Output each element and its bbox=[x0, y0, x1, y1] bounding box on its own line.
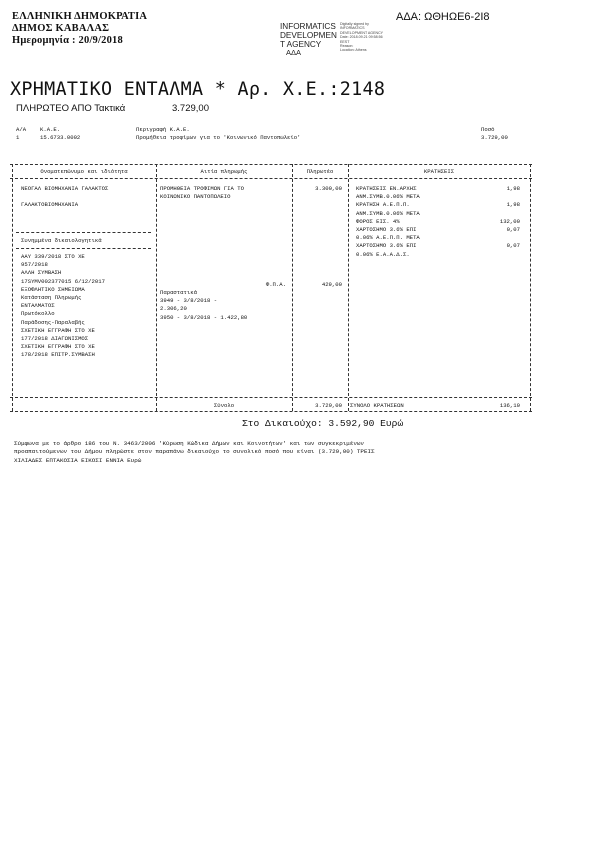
deduction-label: ΚΡΑΤΗΣΗ Α.Ε.Π.Π. bbox=[356, 201, 410, 209]
cause-line: ΚΟΙΝΩΝΙΚΟ ΠΑΝΤΟΠΩΛΕΙΟ bbox=[160, 193, 231, 201]
docs-divider-top bbox=[16, 232, 151, 233]
deduction-amount: 0,07 bbox=[506, 225, 520, 233]
issuer-line-2: ΔΗΜΟΣ ΚΑΒΑΛΑΣ bbox=[12, 23, 110, 34]
docs-list bbox=[21, 253, 105, 359]
signature-line-2: INFORMATICS bbox=[340, 26, 365, 31]
invoice-line: Παραστατικά bbox=[160, 289, 197, 296]
col-header-beneficiary: Ονοματεπώνυμο και ιδιότητα bbox=[40, 168, 128, 175]
cause-cell bbox=[160, 185, 244, 201]
invoice-line: 2.306,20 bbox=[160, 305, 187, 313]
deduction-label: ΑΝΜ.ΣΥΜΒ.0.06% ΜΕΤΑ bbox=[356, 193, 420, 201]
beneficiary-line bbox=[21, 193, 108, 201]
deduction-row bbox=[356, 218, 520, 226]
sum-amount: 3.729,00 bbox=[315, 402, 342, 409]
fpa-label: Φ.Π.Α. bbox=[265, 281, 286, 288]
legal-line: Σύμφωνα με το άρθρο 186 του Ν. 3463/2006 'Κύρωση Κώδικα Δήμων και Κοινοτήτων' και των συγκεκριμένων bbox=[14, 440, 364, 447]
deduction-amount: 132,00 bbox=[499, 217, 520, 225]
kae-row-amount: 3.729,00 bbox=[481, 134, 508, 141]
table-rule-header bbox=[10, 178, 532, 179]
col-header-amount: Πληρωτέο bbox=[306, 168, 334, 175]
payable-amount: 3.300,00 bbox=[315, 185, 342, 192]
beneficiary-line: ΝΕΟΓΑΛ ΒΙΟΜΗΧΑΝΙΑ ΓΑΛΑΚΤΟΣ bbox=[21, 185, 109, 192]
deduction-row bbox=[356, 234, 520, 242]
table-col-divider-3 bbox=[348, 164, 349, 411]
issuer-line-1: ΕΛΛΗΝΙΚΗ ΔΗΜΟΚΡΑΤΙΑ bbox=[12, 11, 148, 22]
deduction-label: 0.06% Α.Ε.Π.Π. ΜΕΤΑ bbox=[356, 234, 420, 242]
deduction-row bbox=[356, 201, 520, 209]
invoices-cell bbox=[160, 289, 247, 322]
deduction-label: ΚΡΑΤΗΣΕΙΣ ΕΝ.ΑΡΧΗΣ bbox=[356, 185, 417, 192]
kae-row-aa: 1 bbox=[16, 134, 20, 141]
payable-from-label: ΠΛΗΡΩΤΕΟ ΑΠΟ Τακτικά bbox=[16, 103, 126, 114]
cause-line: ΠΡΟΜΗΘΕΙΑ ΤΡΟΦΙΜΩΝ ΓΙΑ ΤΟ bbox=[160, 185, 244, 192]
signature-line-7: Location: Athens bbox=[340, 48, 367, 53]
table-rule-body-end bbox=[10, 397, 532, 398]
deduction-row bbox=[356, 210, 520, 218]
signature-line-1: Digitally signed by bbox=[340, 22, 369, 26]
doc-line: 177/2018 ΔΙΑΓΩΝΙΣΜΟΣ bbox=[21, 334, 89, 342]
table-border-right bbox=[530, 164, 531, 411]
doc-line: ΑΛΛΗ ΣΥΜΒΑΣΗ bbox=[21, 269, 62, 277]
payable-from-amount: 3.729,00 bbox=[172, 103, 209, 114]
deduction-amount: 1,98 bbox=[506, 185, 520, 192]
doc-line: Κατάσταση Πληρωμής bbox=[21, 293, 82, 301]
kae-row-desc: Προμήθεια τροφίμων για το 'Κοινωνικό Παντοπωλείο' bbox=[136, 134, 301, 141]
deductions-list bbox=[356, 185, 520, 259]
doc-line: Πρωτόκολλο bbox=[21, 310, 55, 318]
deduction-row bbox=[356, 242, 520, 250]
doc-line: ΣΧΕΤΙΚΗ ΕΓΓΡΑΦΗ ΣΤΟ ΧΕ bbox=[21, 343, 95, 351]
kae-header-code: Κ.Α.Ε. bbox=[40, 126, 61, 133]
docs-divider-bottom bbox=[16, 248, 151, 249]
doc-line: 178/2018 ΕΠΙΤΡ.ΣΥΜΒΑΣΗ bbox=[21, 351, 95, 359]
deduction-label: ΧΑΡΤΟΣΗΜΟ 3.6% ΕΠΙ bbox=[356, 242, 417, 250]
logo-line-2: DEVELOPMEN bbox=[280, 31, 337, 41]
kae-header-aa: Α/Α bbox=[16, 126, 27, 133]
docs-title: Συνημμένα δικαιολογητικά bbox=[21, 237, 102, 244]
deduction-label: 0.06% Ε.Α.Α.Δ.Σ. bbox=[356, 250, 410, 258]
signature-line-5: EEST bbox=[340, 39, 350, 44]
doc-line: ΑΑΥ 339/2018 ΣΤΟ ΧΕ bbox=[21, 253, 85, 260]
doc-line: ΕΞΟΦΛΗΤΙΚΟ ΣΗΜΕΙΩΜΑ bbox=[21, 285, 85, 293]
deduction-row bbox=[356, 185, 520, 193]
deduction-amount: 1,98 bbox=[506, 201, 520, 209]
deduction-row bbox=[356, 193, 520, 201]
kae-header-amount: Ποσό bbox=[481, 126, 495, 133]
signature-line-3: DEVELOPMENT AGENCY bbox=[340, 30, 384, 35]
page-title: ΧΡΗΜΑΤΙΚΟ ΕΝΤΑΛΜΑ * Αρ. Χ.Ε.:2148 bbox=[10, 79, 386, 100]
legal-line: προαπαιτούμενων του Δήμου πληρώστε στον παραπάνω δικαιούχο το συνολικό ποσό που είναι (3.729,00) ΤΡΕΙΣ bbox=[14, 448, 375, 456]
deduction-row bbox=[356, 251, 520, 259]
net-to-beneficiary: Στο Δικαιούχο: 3.592,90 Ευρώ bbox=[242, 418, 404, 429]
doc-line: Παράδοσης-Παραλαβής bbox=[21, 318, 85, 326]
beneficiary-cell bbox=[21, 185, 108, 210]
table-rule-bottom bbox=[10, 411, 532, 412]
signature-line-6: Reason: bbox=[340, 44, 354, 49]
ada-code: ΑΔΑ: ΩΘΗΩΕ6-2Ι8 bbox=[396, 11, 490, 23]
deductions-total-amount: 136,10 bbox=[499, 402, 520, 409]
fpa-amount: 429,00 bbox=[321, 281, 342, 288]
table-rule-top bbox=[10, 164, 532, 165]
kae-row-code: 15.6733.0002 bbox=[40, 134, 81, 141]
doc-line: ΣΧΕΤΙΚΗ ΕΓΓΡΑΦΗ ΣΤΟ ΧΕ bbox=[21, 326, 95, 334]
invoice-line: 3949 - 3/8/2018 - bbox=[160, 297, 218, 305]
doc-line: ΕΝΤΑΛΜΑΤΟΣ bbox=[21, 302, 55, 310]
deduction-label: ΦΟΡΟΣ ΕΙΣ. 4% bbox=[356, 217, 400, 225]
col-header-cause: Αιτία πληρωμής bbox=[200, 168, 248, 175]
legal-line: ΧΙΛΙΑΔΕΣ ΕΠΤΑΚΟΣΙΑ ΕΙΚΟΣΙ ΕΝΝΙΑ Ευρώ bbox=[14, 456, 142, 464]
deduction-row bbox=[356, 226, 520, 234]
table-border-left bbox=[12, 164, 13, 411]
signature-stamp bbox=[280, 22, 384, 57]
logo-ada-label: ΑΔΑ bbox=[286, 48, 302, 57]
table-col-divider-1 bbox=[156, 164, 157, 411]
deduction-amount: 0,07 bbox=[506, 242, 520, 250]
logo-line-3: T AGENCY bbox=[280, 40, 322, 50]
issue-date: Ημερομηνία : 20/9/2018 bbox=[12, 35, 123, 46]
deduction-label: ΧΑΡΤΟΣΗΜΟ 3.6% ΕΠΙ bbox=[356, 225, 417, 233]
sum-label: Σύνολο bbox=[213, 402, 235, 409]
logo-line-1: INFORMATICS bbox=[280, 22, 336, 31]
invoice-line: 3950 - 3/8/2018 - 1.422,80 bbox=[160, 313, 248, 321]
beneficiary-line: ΓΑΛΑΚΤΟΒΙΟΜΗΧΑΝΙΑ bbox=[21, 201, 79, 209]
doc-line: 957/2018 bbox=[21, 261, 48, 269]
kae-header-desc: Περιγραφή Κ.Α.Ε. bbox=[136, 126, 190, 133]
doc-line: 17SYMV002377015 6/12/2017 bbox=[21, 277, 105, 285]
legal-text bbox=[14, 440, 375, 465]
deductions-total-label: ΣΥΝΟΛΟ ΚΡΑΤΗΣΕΩΝ bbox=[350, 402, 404, 409]
col-header-deductions: ΚΡΑΤΗΣΕΙΣ bbox=[423, 168, 455, 175]
deduction-label: ΑΝΜ.ΣΥΜΒ.0.06% ΜΕΤΑ bbox=[356, 209, 420, 217]
signature-line-4: Date: 2018.09.21 09:58:56 bbox=[340, 35, 383, 40]
